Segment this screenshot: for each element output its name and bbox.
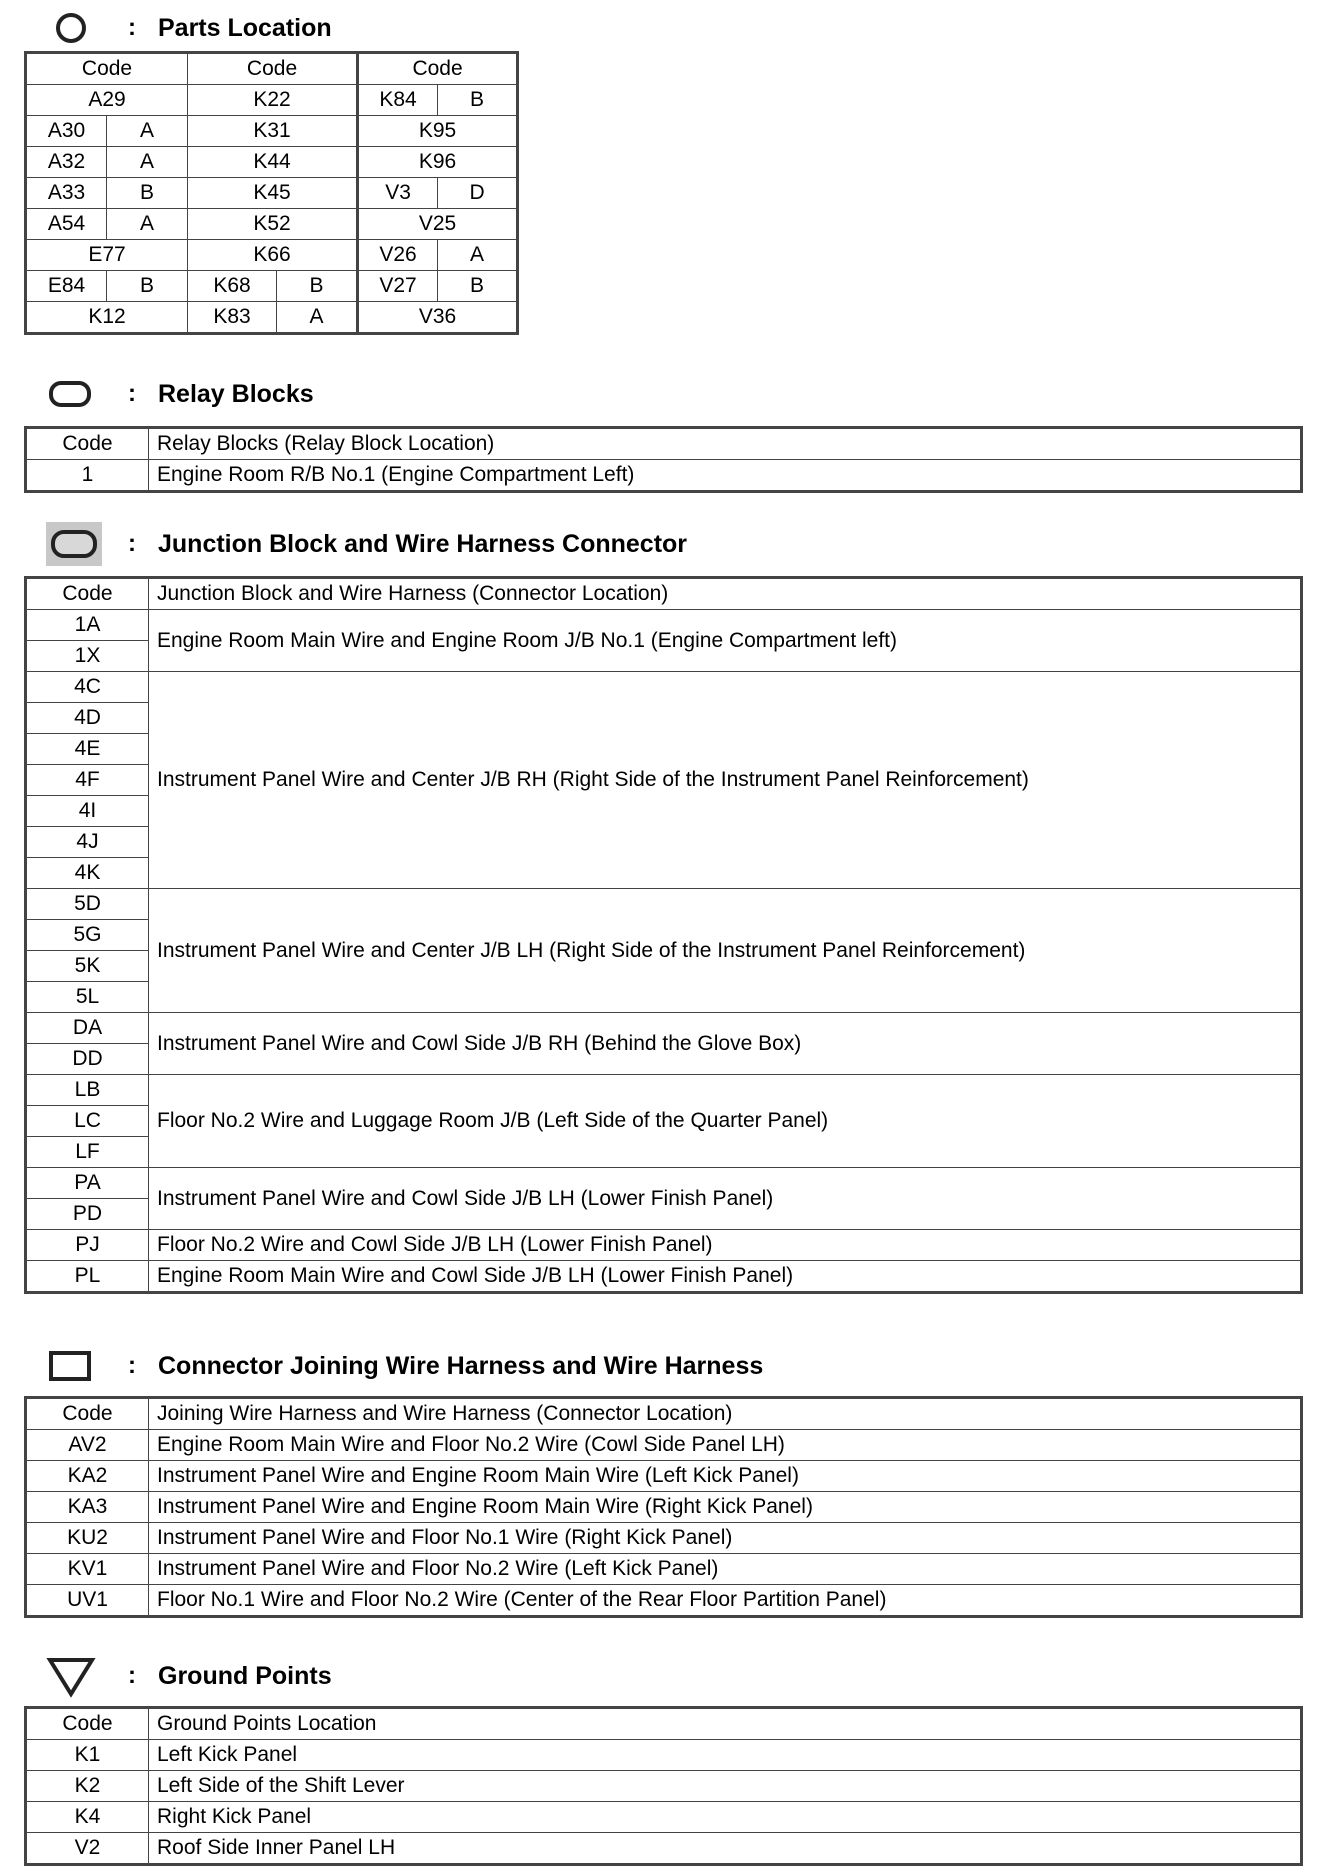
table-row	[27, 147, 517, 178]
junction-block-header	[0, 524, 900, 564]
relay-code: 1	[27, 460, 149, 491]
connector-code: AV2	[27, 1430, 149, 1461]
shaded-rounded-rectangle-icon	[44, 520, 104, 568]
square-icon	[48, 1349, 92, 1383]
part-code: V3	[358, 178, 438, 209]
connector-header	[0, 1346, 900, 1386]
column-header: Junction Block and Wire Harness (Connector Location)	[149, 579, 1301, 610]
junction-code: 5L	[27, 982, 149, 1013]
part-code: A32	[27, 147, 107, 178]
junction-location: Floor No.2 Wire and Luggage Room J/B (Left Side of the Quarter Panel)	[149, 1075, 1301, 1168]
ground-code: K4	[27, 1802, 149, 1833]
table-row	[27, 610, 1301, 641]
part-code: A54	[27, 209, 107, 240]
junction-code: 1A	[27, 610, 149, 641]
junction-code: 5K	[27, 951, 149, 982]
part-code: K95	[358, 116, 517, 147]
part-code: V25	[358, 209, 517, 240]
connector-code: KV1	[27, 1554, 149, 1585]
connector-location: Instrument Panel Wire and Engine Room Main Wire (Right Kick Panel)	[149, 1492, 1301, 1523]
part-code: V27	[358, 271, 438, 302]
table-row	[27, 1261, 1301, 1292]
table-row	[27, 209, 517, 240]
junction-code: 4F	[27, 765, 149, 796]
part-code: K96	[358, 147, 517, 178]
ground-location: Left Kick Panel	[149, 1740, 1301, 1771]
triangle-icon	[46, 1654, 96, 1698]
table-row	[27, 1740, 1301, 1771]
table-header-row	[27, 429, 1301, 460]
column-header: Code	[27, 54, 188, 85]
junction-code: 4I	[27, 796, 149, 827]
junction-location: Instrument Panel Wire and Cowl Side J/B RH (Behind the Glove Box)	[149, 1013, 1301, 1075]
part-code: E77	[27, 240, 188, 271]
table-header-row	[27, 1709, 1301, 1740]
table-row	[27, 1492, 1301, 1523]
junction-code: DA	[27, 1013, 149, 1044]
junction-code: DD	[27, 1044, 149, 1075]
column-header: Code	[27, 429, 149, 460]
relay-blocks-table	[26, 428, 1301, 491]
table-row	[27, 271, 517, 302]
column-header: Code	[27, 1709, 149, 1740]
junction-code: PJ	[27, 1230, 149, 1261]
junction-block-table	[26, 578, 1301, 1292]
part-code: K22	[188, 85, 358, 116]
part-code: A29	[27, 85, 188, 116]
junction-code: 1X	[27, 641, 149, 672]
connector-code: KA3	[27, 1492, 149, 1523]
part-code: A30	[27, 116, 107, 147]
table-row	[27, 116, 517, 147]
table-row	[27, 1833, 1301, 1864]
junction-block-colon: :	[128, 530, 136, 557]
part-letter: A	[107, 147, 188, 178]
ground-points-title: Ground Points	[158, 1661, 332, 1690]
table-row	[27, 85, 517, 116]
part-code: K84	[358, 85, 438, 116]
part-code: K12	[27, 302, 188, 333]
part-code: K68	[188, 271, 277, 302]
ground-code: K1	[27, 1740, 149, 1771]
part-code: K45	[188, 178, 358, 209]
table-header-row	[27, 579, 1301, 610]
part-code: K52	[188, 209, 358, 240]
connector-location: Instrument Panel Wire and Engine Room Main Wire (Left Kick Panel)	[149, 1461, 1301, 1492]
junction-location: Floor No.2 Wire and Cowl Side J/B LH (Lower Finish Panel)	[149, 1230, 1301, 1261]
junction-location: Engine Room Main Wire and Cowl Side J/B LH (Lower Finish Panel)	[149, 1261, 1301, 1292]
junction-code: 4C	[27, 672, 149, 703]
junction-code: 5D	[27, 889, 149, 920]
connector-location: Floor No.1 Wire and Floor No.2 Wire (Center of the Rear Floor Partition Panel)	[149, 1585, 1301, 1616]
circle-icon	[54, 11, 88, 45]
ground-code: K2	[27, 1771, 149, 1802]
junction-code: 4J	[27, 827, 149, 858]
parts-location-table	[26, 53, 517, 333]
column-header: Code	[27, 1399, 149, 1430]
junction-code: LC	[27, 1106, 149, 1137]
relay-blocks-header	[0, 374, 600, 414]
junction-code: 5G	[27, 920, 149, 951]
column-header: Ground Points Location	[149, 1709, 1301, 1740]
table-header-row	[27, 54, 517, 85]
connector-code: KA2	[27, 1461, 149, 1492]
table-row	[27, 240, 517, 271]
table-row	[27, 460, 1301, 491]
ground-location: Right Kick Panel	[149, 1802, 1301, 1833]
table-row	[27, 1230, 1301, 1261]
part-letter: B	[438, 271, 517, 302]
part-code: A33	[27, 178, 107, 209]
junction-code: PL	[27, 1261, 149, 1292]
table-row	[27, 889, 1301, 920]
table-row	[27, 1523, 1301, 1554]
connector-location: Instrument Panel Wire and Floor No.1 Wire (Right Kick Panel)	[149, 1523, 1301, 1554]
table-row	[27, 1771, 1301, 1802]
column-header: Relay Blocks (Relay Block Location)	[149, 429, 1301, 460]
column-header: Code	[27, 579, 149, 610]
junction-location: Instrument Panel Wire and Cowl Side J/B LH (Lower Finish Panel)	[149, 1168, 1301, 1230]
junction-code: 4D	[27, 703, 149, 734]
part-code: V26	[358, 240, 438, 271]
part-code: K44	[188, 147, 358, 178]
junction-location: Instrument Panel Wire and Center J/B LH (Right Side of the Instrument Panel Reinforcement)	[149, 889, 1301, 1013]
connector-code: UV1	[27, 1585, 149, 1616]
part-letter: B	[438, 85, 517, 116]
parts-location-colon: :	[128, 14, 136, 41]
table-row	[27, 1075, 1301, 1106]
ground-code: V2	[27, 1833, 149, 1864]
part-letter: B	[107, 271, 188, 302]
ground-points-colon: :	[128, 1662, 136, 1689]
junction-location: Instrument Panel Wire and Center J/B RH (Right Side of the Instrument Panel Reinforcement)	[149, 672, 1301, 889]
connector-colon: :	[128, 1352, 136, 1379]
table-row	[27, 302, 517, 333]
part-code: E84	[27, 271, 107, 302]
table-row	[27, 1585, 1301, 1616]
part-letter: B	[277, 271, 358, 302]
table-header-row	[27, 1399, 1301, 1430]
parts-location-title: Parts Location	[158, 13, 332, 42]
table-row	[27, 178, 517, 209]
connector-title: Connector Joining Wire Harness and Wire Harness	[158, 1351, 764, 1380]
connector-code: KU2	[27, 1523, 149, 1554]
junction-code: LF	[27, 1137, 149, 1168]
connector-location: Engine Room Main Wire and Floor No.2 Wire (Cowl Side Panel LH)	[149, 1430, 1301, 1461]
table-row	[27, 1461, 1301, 1492]
part-letter: A	[107, 209, 188, 240]
relay-blocks-colon: :	[128, 380, 136, 407]
ground-points-header	[0, 1654, 600, 1698]
table-row	[27, 1430, 1301, 1461]
junction-code: PD	[27, 1199, 149, 1230]
part-code: K31	[188, 116, 358, 147]
table-row	[27, 1802, 1301, 1833]
connector-table	[26, 1398, 1301, 1616]
relay-blocks-title: Relay Blocks	[158, 379, 314, 408]
ground-location: Roof Side Inner Panel LH	[149, 1833, 1301, 1864]
part-code: V36	[358, 302, 517, 333]
column-header: Code	[358, 54, 517, 85]
part-letter: A	[438, 240, 517, 271]
ground-location: Left Side of the Shift Lever	[149, 1771, 1301, 1802]
ground-points-table	[26, 1708, 1301, 1864]
part-letter: D	[438, 178, 517, 209]
table-row	[27, 672, 1301, 703]
column-header: Joining Wire Harness and Wire Harness (Connector Location)	[149, 1399, 1301, 1430]
part-code: K83	[188, 302, 277, 333]
junction-code: 4K	[27, 858, 149, 889]
column-header: Code	[188, 54, 358, 85]
junction-location: Engine Room Main Wire and Engine Room J/B No.1 (Engine Compartment left)	[149, 610, 1301, 672]
part-letter: A	[107, 116, 188, 147]
part-letter: B	[107, 178, 188, 209]
part-code: K66	[188, 240, 358, 271]
junction-block-title: Junction Block and Wire Harness Connector	[158, 529, 688, 558]
rounded-rectangle-icon	[48, 377, 92, 411]
table-row	[27, 1554, 1301, 1585]
connector-location: Instrument Panel Wire and Floor No.2 Wire (Left Kick Panel)	[149, 1554, 1301, 1585]
parts-location-header	[0, 8, 600, 48]
junction-code: 4E	[27, 734, 149, 765]
junction-code: PA	[27, 1168, 149, 1199]
table-row	[27, 1013, 1301, 1044]
table-row	[27, 1168, 1301, 1199]
relay-location: Engine Room R/B No.1 (Engine Compartment Left)	[149, 460, 1301, 491]
part-letter: A	[277, 302, 358, 333]
junction-code: LB	[27, 1075, 149, 1106]
